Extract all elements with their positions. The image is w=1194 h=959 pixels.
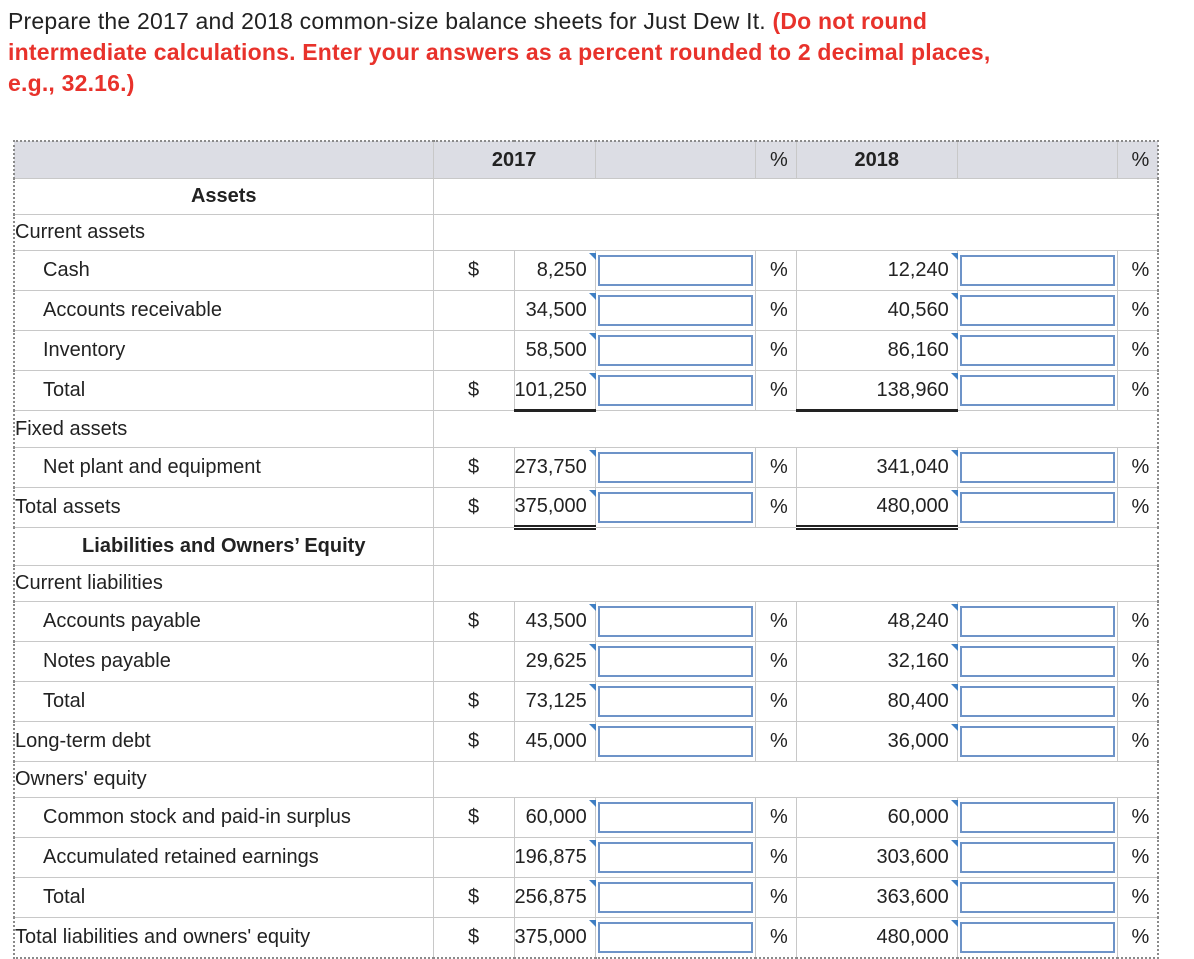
value-2018: 341,040 — [796, 448, 957, 488]
percent-sign-2018: % — [1117, 448, 1158, 488]
row-label-total-13: Total — [14, 682, 433, 722]
instructions-note: (Do not round intermediate calculations. Enter your answers as a percent rounded to 2 decimal places, e.g., 32.16.) — [8, 8, 991, 96]
percent-sign-2018: % — [1117, 682, 1158, 722]
percent-input-2018-notes-payable-12[interactable] — [960, 646, 1115, 677]
percent-sign-2017: % — [755, 602, 796, 642]
table-row — [14, 762, 1158, 798]
header-label-cell — [14, 141, 433, 179]
percent-input-2018-long-term-debt-14[interactable] — [960, 726, 1115, 757]
percent-input-2017-total-18[interactable] — [598, 882, 753, 913]
pct-input-cell-2017 — [595, 722, 755, 762]
percent-sign-2018: % — [1117, 722, 1158, 762]
pct-input-cell-2018 — [957, 682, 1117, 722]
header-blank-2018 — [957, 141, 1117, 179]
percent-input-2018-common-stock-and-paid-in-surplus-16[interactable] — [960, 802, 1115, 833]
instructions-main: Prepare the 2017 and 2018 common-size balance sheets for Just Dew It. — [8, 8, 766, 34]
percent-sign-2018: % — [1117, 331, 1158, 371]
percent-input-2018-net-plant-and-equipment-7[interactable] — [960, 452, 1115, 483]
value-2017: 8,250 — [514, 251, 595, 291]
value-2018: 32,160 — [796, 642, 957, 682]
value-2017: 58,500 — [514, 331, 595, 371]
value-2017: 43,500 — [514, 602, 595, 642]
row-label-notes-payable-12: Notes payable — [14, 642, 433, 682]
percent-input-2018-total-liabilities-and-owners-equity-19[interactable] — [960, 922, 1115, 953]
percent-input-2018-accounts-payable-11[interactable] — [960, 606, 1115, 637]
percent-input-2017-total-liabilities-and-owners-equity-19[interactable] — [598, 922, 753, 953]
header-2017: 2017 — [433, 141, 595, 179]
percent-input-2017-accumulated-retained-earnings-17[interactable] — [598, 842, 753, 873]
instructions — [8, 6, 1008, 99]
table-row — [14, 448, 1158, 488]
pct-input-cell-2017 — [595, 488, 755, 528]
currency-2017: $ — [433, 682, 514, 722]
percent-input-2017-total-13[interactable] — [598, 686, 753, 717]
pct-input-cell-2018 — [957, 331, 1117, 371]
currency-2017 — [433, 291, 514, 331]
pct-input-cell-2018 — [957, 878, 1117, 918]
pct-input-cell-2017 — [595, 918, 755, 959]
percent-input-2017-long-term-debt-14[interactable] — [598, 726, 753, 757]
currency-2017 — [433, 838, 514, 878]
table-row — [14, 918, 1158, 959]
row-label-current-assets-1: Current assets — [14, 215, 433, 251]
row-label-accumulated-retained-earnings-17: Accumulated retained earnings — [14, 838, 433, 878]
pct-input-cell-2018 — [957, 291, 1117, 331]
row-label-inventory-4: Inventory — [14, 331, 433, 371]
empty-cell — [433, 179, 1158, 215]
row-label-total-liabilities-and-owners-equity-19: Total liabilities and owners' equity — [14, 918, 433, 959]
value-2018: 80,400 — [796, 682, 957, 722]
value-2017: 375,000 — [514, 488, 595, 528]
empty-cell — [433, 528, 1158, 566]
row-label-fixed-assets-6: Fixed assets — [14, 411, 433, 448]
value-2017: 101,250 — [514, 371, 595, 411]
pct-input-cell-2018 — [957, 642, 1117, 682]
row-label-assets-0: Assets — [14, 179, 433, 215]
value-2018: 36,000 — [796, 722, 957, 762]
value-2017: 273,750 — [514, 448, 595, 488]
value-2017: 45,000 — [514, 722, 595, 762]
pct-input-cell-2018 — [957, 371, 1117, 411]
row-label-total-assets-8: Total assets — [14, 488, 433, 528]
percent-input-2017-accounts-payable-11[interactable] — [598, 606, 753, 637]
table-row — [14, 251, 1158, 291]
percent-sign-2017: % — [755, 642, 796, 682]
table-row — [14, 528, 1158, 566]
currency-2017: $ — [433, 371, 514, 411]
value-2017: 375,000 — [514, 918, 595, 959]
currency-2017: $ — [433, 722, 514, 762]
percent-sign-2018: % — [1117, 488, 1158, 528]
pct-input-cell-2017 — [595, 602, 755, 642]
percent-sign-2018: % — [1117, 371, 1158, 411]
percent-sign-2018: % — [1117, 251, 1158, 291]
percent-input-2018-inventory-4[interactable] — [960, 335, 1115, 366]
pct-input-cell-2018 — [957, 798, 1117, 838]
table-row — [14, 215, 1158, 251]
currency-2017 — [433, 331, 514, 371]
row-label-long-term-debt-14: Long-term debt — [14, 722, 433, 762]
percent-sign-2018: % — [1117, 642, 1158, 682]
value-2018: 86,160 — [796, 331, 957, 371]
percent-input-2017-accounts-receivable-3[interactable] — [598, 295, 753, 326]
row-label-cash-2: Cash — [14, 251, 433, 291]
percent-sign-2018: % — [1117, 602, 1158, 642]
table-row — [14, 642, 1158, 682]
value-2018: 40,560 — [796, 291, 957, 331]
pct-input-cell-2018 — [957, 838, 1117, 878]
value-2018: 60,000 — [796, 798, 957, 838]
percent-input-2017-net-plant-and-equipment-7[interactable] — [598, 452, 753, 483]
row-label-liabilities-and-owners-equity-9: Liabilities and Owners’ Equity — [14, 528, 433, 566]
pct-input-cell-2017 — [595, 838, 755, 878]
pct-input-cell-2018 — [957, 448, 1117, 488]
pct-input-cell-2017 — [595, 798, 755, 838]
table-row — [14, 291, 1158, 331]
empty-cell — [433, 762, 1158, 798]
empty-cell — [433, 215, 1158, 251]
percent-sign-2017: % — [755, 838, 796, 878]
percent-sign-2017: % — [755, 798, 796, 838]
empty-cell — [433, 566, 1158, 602]
percent-sign-2017: % — [755, 448, 796, 488]
percent-input-2017-total-5[interactable] — [598, 375, 753, 406]
row-label-accounts-receivable-3: Accounts receivable — [14, 291, 433, 331]
table-row — [14, 411, 1158, 448]
percent-input-2018-cash-2[interactable] — [960, 255, 1115, 286]
currency-2017: $ — [433, 918, 514, 959]
percent-input-2017-notes-payable-12[interactable] — [598, 646, 753, 677]
percent-sign-2017: % — [755, 918, 796, 959]
pct-input-cell-2017 — [595, 682, 755, 722]
row-label-common-stock-and-paid-in-surplus-16: Common stock and paid-in surplus — [14, 798, 433, 838]
percent-sign-2018: % — [1117, 798, 1158, 838]
header-row — [14, 141, 1158, 179]
value-2018: 480,000 — [796, 918, 957, 959]
table-row — [14, 488, 1158, 528]
percent-input-2018-total-5[interactable] — [960, 375, 1115, 406]
value-2018: 480,000 — [796, 488, 957, 528]
currency-2017: $ — [433, 488, 514, 528]
value-2017: 60,000 — [514, 798, 595, 838]
percent-input-2017-total-assets-8[interactable] — [598, 492, 753, 523]
header-pct-2017: % — [755, 141, 796, 179]
currency-2017 — [433, 642, 514, 682]
percent-input-2017-inventory-4[interactable] — [598, 335, 753, 366]
value-2018: 363,600 — [796, 878, 957, 918]
table-row — [14, 602, 1158, 642]
currency-2017: $ — [433, 251, 514, 291]
pct-input-cell-2017 — [595, 291, 755, 331]
value-2017: 256,875 — [514, 878, 595, 918]
percent-sign-2017: % — [755, 251, 796, 291]
empty-cell — [433, 411, 1158, 448]
table-row — [14, 566, 1158, 602]
row-label-total-5: Total — [14, 371, 433, 411]
percent-sign-2018: % — [1117, 918, 1158, 959]
value-2018: 303,600 — [796, 838, 957, 878]
pct-input-cell-2018 — [957, 251, 1117, 291]
header-blank-2017 — [595, 141, 755, 179]
table-row — [14, 682, 1158, 722]
percent-sign-2018: % — [1117, 838, 1158, 878]
table-row — [14, 371, 1158, 411]
value-2018: 138,960 — [796, 371, 957, 411]
row-label-owners-equity-15: Owners' equity — [14, 762, 433, 798]
percent-sign-2017: % — [755, 682, 796, 722]
percent-sign-2017: % — [755, 722, 796, 762]
pct-input-cell-2017 — [595, 371, 755, 411]
value-2017: 196,875 — [514, 838, 595, 878]
value-2017: 29,625 — [514, 642, 595, 682]
table-row — [14, 798, 1158, 838]
header-2018: 2018 — [796, 141, 957, 179]
percent-sign-2017: % — [755, 331, 796, 371]
row-label-net-plant-and-equipment-7: Net plant and equipment — [14, 448, 433, 488]
currency-2017: $ — [433, 602, 514, 642]
percent-input-2017-common-stock-and-paid-in-surplus-16[interactable] — [598, 802, 753, 833]
percent-input-2018-accounts-receivable-3[interactable] — [960, 295, 1115, 326]
pct-input-cell-2017 — [595, 448, 755, 488]
currency-2017: $ — [433, 798, 514, 838]
pct-input-cell-2017 — [595, 331, 755, 371]
currency-2017: $ — [433, 448, 514, 488]
pct-input-cell-2018 — [957, 602, 1117, 642]
percent-input-2018-total-18[interactable] — [960, 882, 1115, 913]
percent-sign-2017: % — [755, 291, 796, 331]
pct-input-cell-2017 — [595, 642, 755, 682]
value-2017: 73,125 — [514, 682, 595, 722]
percent-input-2018-total-13[interactable] — [960, 686, 1115, 717]
pct-input-cell-2017 — [595, 878, 755, 918]
pct-input-cell-2018 — [957, 722, 1117, 762]
percent-sign-2017: % — [755, 371, 796, 411]
value-2018: 48,240 — [796, 602, 957, 642]
percent-sign-2017: % — [755, 878, 796, 918]
table-row — [14, 838, 1158, 878]
percent-sign-2018: % — [1117, 878, 1158, 918]
percent-input-2018-accumulated-retained-earnings-17[interactable] — [960, 842, 1115, 873]
table-row — [14, 722, 1158, 762]
percent-sign-2018: % — [1117, 291, 1158, 331]
table-row — [14, 878, 1158, 918]
percent-input-2018-total-assets-8[interactable] — [960, 492, 1115, 523]
balance-sheet-table — [13, 140, 1159, 959]
value-2018: 12,240 — [796, 251, 957, 291]
value-2017: 34,500 — [514, 291, 595, 331]
table-row — [14, 179, 1158, 215]
percent-sign-2017: % — [755, 488, 796, 528]
pct-input-cell-2017 — [595, 251, 755, 291]
pct-input-cell-2018 — [957, 918, 1117, 959]
header-pct-2018: % — [1117, 141, 1158, 179]
percent-input-2017-cash-2[interactable] — [598, 255, 753, 286]
row-label-accounts-payable-11: Accounts payable — [14, 602, 433, 642]
row-label-current-liabilities-10: Current liabilities — [14, 566, 433, 602]
pct-input-cell-2018 — [957, 488, 1117, 528]
row-label-total-18: Total — [14, 878, 433, 918]
table-row — [14, 331, 1158, 371]
currency-2017: $ — [433, 878, 514, 918]
